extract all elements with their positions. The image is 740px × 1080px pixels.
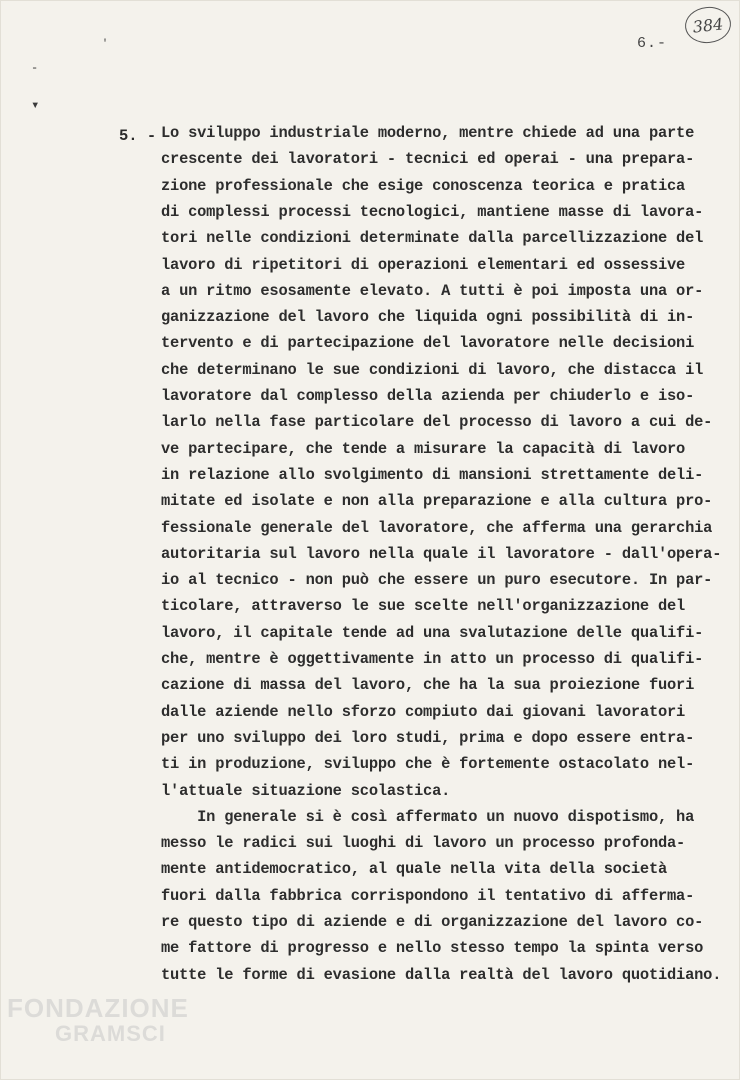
- archive-number-stamp: 384: [683, 5, 733, 46]
- fondazione-gramsci-watermark: [7, 995, 189, 1045]
- text-line: di complessi processi tecnologici, mantiene masse di lavora-: [161, 202, 704, 221]
- text-line: tutte le forme di evasione dalla realtà del lavoro quotidiano.: [161, 965, 722, 984]
- stray-dot-mark: ': [102, 39, 109, 50]
- text-line: cazione di massa del lavoro, che ha la sua proiezione fuori: [161, 676, 695, 695]
- text-line: fuori dalla fabbrica corrispondono il tentativo di afferma-: [161, 886, 695, 905]
- text-line: l'attuale situazione scolastica.: [161, 781, 451, 800]
- text-line: a un ritmo esosamente elevato. A tutti è poi imposta una or-: [161, 281, 704, 300]
- text-line: mitate ed isolate e non alla preparazione e alla cultura pro-: [161, 492, 713, 511]
- text-line: in relazione allo svolgimento di mansioni strettamente deli-: [161, 465, 704, 484]
- text-line: In generale si è così affermato un nuovo dispotismo, ha: [161, 807, 695, 826]
- text-line: lavoro di ripetitori di operazioni elementari ed ossessive: [161, 255, 686, 274]
- text-line: Lo sviluppo industriale moderno, mentre chiede ad una parte: [161, 124, 695, 142]
- text-line: per uno sviluppo dei loro studi, prima e dopo essere entra-: [161, 728, 695, 747]
- text-line: tervento e di partecipazione del lavoratore nelle decisioni: [161, 334, 695, 353]
- text-line: che, mentre è oggettivamente in atto un processo di qualifi-: [161, 650, 704, 668]
- text-line: tori nelle condizioni determinate dalla parcellizzazione del: [161, 229, 704, 248]
- text-line: larlo nella fase particolare del processo di lavoro a cui de-: [161, 413, 713, 432]
- text-line: dalle aziende nello sforzo compiuto dai giovani lavoratori: [161, 702, 686, 721]
- text-line: ticolare, attraverso le sue scelte nell'organizzazione del: [161, 597, 686, 616]
- binding-hole-mark: ▾: [31, 98, 40, 114]
- watermark-line-1: FONDAZIONE: [7, 993, 189, 1023]
- text-line: fessionale generale del lavoratore, che afferma una gerarchia: [161, 518, 713, 537]
- text-line: io al tecnico - non può che essere un puro esecutore. In par-: [161, 571, 713, 590]
- watermark-line-2: GRAMSCI: [55, 1021, 166, 1046]
- text-line: ve partecipare, che tende a misurare la capacità di lavoro: [161, 439, 686, 458]
- text-line: ti in produzione, sviluppo che è fortemente ostacolato nel-: [161, 755, 695, 774]
- page-number: 6.-: [637, 35, 668, 52]
- text-line: me fattore di progresso e nello stesso tempo la spinta verso: [161, 939, 704, 958]
- text-line: re questo tipo di aziende e di organizzazione del lavoro co-: [161, 913, 704, 931]
- stray-dash-mark: -: [31, 61, 39, 75]
- text-line: crescente dei lavoratori - tecnici ed operai - una prepara-: [161, 150, 695, 169]
- text-line: zione professionale che esige conoscenza teorica e pratica: [161, 176, 686, 195]
- text-line: lavoro, il capitale tende ad una svalutazione delle qualifi-: [161, 623, 704, 642]
- text-line: lavoratore dal complesso della azienda per chiuderlo e iso-: [161, 387, 695, 405]
- text-line: autoritaria sul lavoro nella quale il lavoratore - dall'opera-: [161, 544, 722, 563]
- text-line: che determinano le sue condizioni di lavoro, che distacca il: [161, 360, 704, 379]
- text-line: messo le radici sui luoghi di lavoro un processo profonda-: [161, 834, 686, 853]
- text-line: ganizzazione del lavoro che liquida ogni possibilità di in-: [161, 308, 695, 327]
- section-number: 5. -: [119, 127, 157, 145]
- text-line: mente antidemocratico, al quale nella vita della società: [161, 860, 668, 879]
